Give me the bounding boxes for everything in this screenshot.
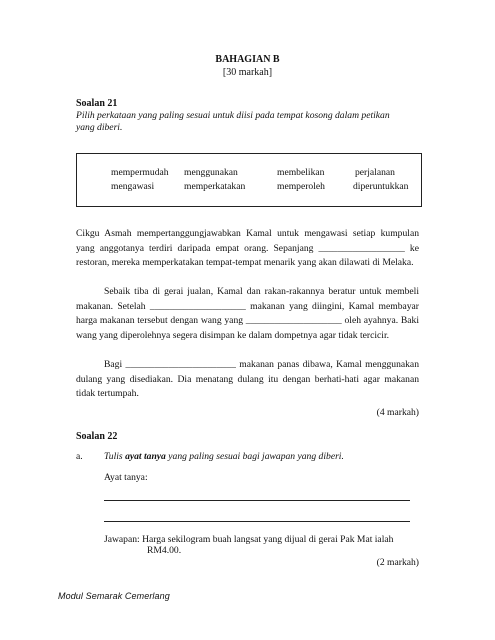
- answer-text-line2: RM4.00.: [147, 545, 182, 556]
- q21-marks: (4 markah): [376, 407, 419, 418]
- word-bank-item: memperkatakan: [184, 181, 246, 192]
- passage-paragraph-1: [76, 227, 419, 271]
- q22-instruction-post: yang paling sesuai bagi jawapan yang diberi.: [165, 451, 344, 462]
- answer-line[interactable]: [104, 521, 410, 522]
- q21-instruction-line1: Pilih perkataan yang paling sesuai untuk diisi pada tempat kosong dalam petikan: [76, 110, 390, 121]
- q22-heading: Soalan 22: [76, 431, 118, 442]
- section-marks: [30 markah]: [222, 67, 273, 78]
- q21-heading: Soalan 21: [76, 98, 118, 109]
- passage-paragraph-2-text: Sebaik tiba di gerai jualan, Kamal dan rakan-rakannya beratur untuk membeli makanan. Setelah ____________________ makanan yang diingini, Kamal membayar harga makanan tersebut dengan wang yang ____________________ oleh ayahnya. Baki wang yang diperolehnya segera disimpan ke dalam dompetnya agar tidak tercicir.: [76, 286, 419, 341]
- section-title: BAHAGIAN B: [215, 54, 280, 65]
- word-bank-item: mempermudah: [111, 167, 169, 178]
- word-bank-item: membelikan: [277, 167, 325, 178]
- q22-item-label: a.: [76, 451, 83, 462]
- ayat-tanya-label: Ayat tanya:: [104, 472, 148, 483]
- answer-line[interactable]: [104, 500, 410, 501]
- word-bank-box: [76, 153, 422, 207]
- q22-instruction-pre: Tulis: [104, 451, 126, 462]
- q21-instruction-line2: yang diberi.: [76, 122, 123, 133]
- q22-marks: (2 markah): [376, 557, 419, 568]
- word-bank-item: memperoleh: [277, 181, 325, 192]
- passage-paragraph-3-text: Bagi _______________________ makanan panas dibawa, Kamal menggunakan dulang yang disediakan. Dia menatang dulang itu dengan berhati-hati agar makanan tidak tertumpah.: [76, 359, 419, 400]
- q22-instruction: [104, 451, 344, 462]
- footer-module-name: Modul Semarak Cemerlang: [58, 591, 170, 601]
- word-bank-item: mengawasi: [111, 181, 155, 192]
- answer-text-line1: Jawapan: Harga sekilogram buah langsat yang dijual di gerai Pak Mat ialah: [104, 534, 394, 545]
- q22-instruction-bold: ayat tanya: [125, 451, 166, 462]
- word-bank-item: perjalanan: [355, 167, 395, 178]
- word-bank-item: diperuntukkan: [353, 181, 409, 192]
- word-bank-item: menggunakan: [184, 167, 238, 178]
- passage-paragraph-1-text: Cikgu Asmah mempertanggungjawabkan Kamal untuk mengawasi setiap kumpulan yang anggotanya terdiri daripada empat orang. Sepanjang __________________ ke restoran, mereka memperkatakan tempat-tempat menarik yang akan dilawati di Melaka.: [76, 228, 419, 269]
- passage-paragraph-2: [76, 285, 419, 343]
- passage-paragraph-3: [76, 358, 419, 402]
